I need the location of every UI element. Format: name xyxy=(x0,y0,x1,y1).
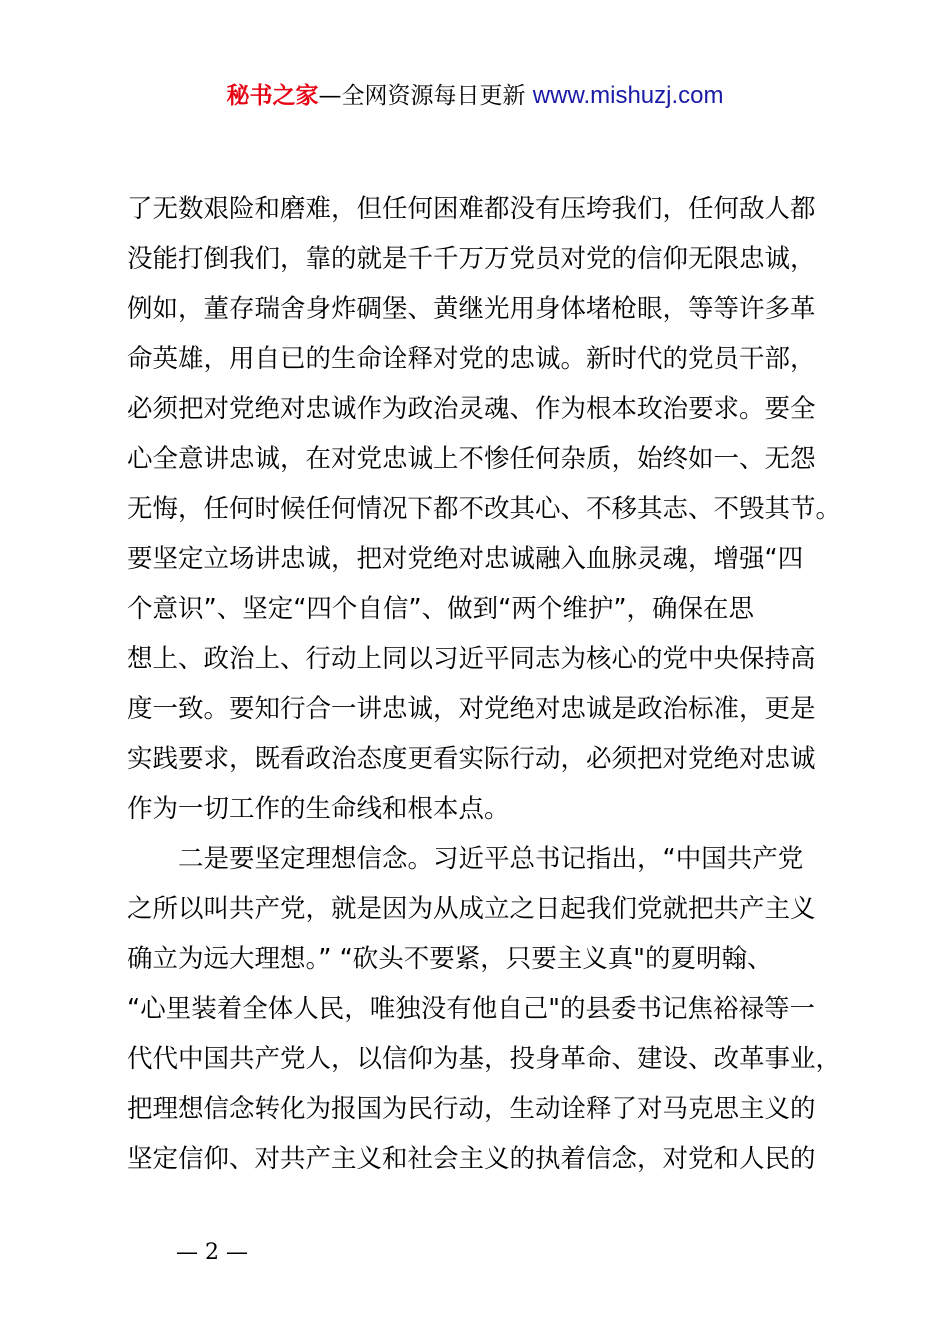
document-body xyxy=(127,184,842,1184)
site-header xyxy=(0,80,950,112)
text-line: 把理想信念转化为报国为民行动，生动诠释了对马克思主义的 xyxy=(127,1094,816,1124)
text-line: 之所以叫共产党，就是因为从成立之日起我们党就把共产主义 xyxy=(127,894,816,924)
text-line: 实践要求，既看政治态度更看实际行动，必须把对党绝对忠诚 xyxy=(127,744,816,774)
text-line: 了无数艰险和磨难，但任何困难都没有压垮我们，任何敌人都 xyxy=(127,194,816,224)
text-line: 命英雄，用自已的生命诠释对党的忠诚。新时代的党员干部， xyxy=(127,344,816,374)
text-line: 心全意讲忠诚，在对党忠诚上不惨任何杂质，始终如一、无怨 xyxy=(127,444,816,474)
text-line: 坚定信仰、对共产主义和社会主义的执着信念，对党和人民的 xyxy=(127,1144,816,1174)
text-line: 个意识”、坚定“四个自信”、做到“两个维护”，确保在思 xyxy=(127,594,755,624)
page-number: — 2 — xyxy=(176,1240,248,1265)
site-url[interactable]: www.mishuzj.com xyxy=(532,82,724,109)
header-tagline: —全网资源每日更新 xyxy=(318,83,533,109)
text-line: 想上、政治上、行动上同以习近平同志为核心的党中央保持高 xyxy=(127,644,816,674)
text-line: 作为一切工作的生命线和根本点。 xyxy=(127,794,510,824)
text-line: 确立为远大理想。” “砍头不要紧，只要主义真"的夏明翰、 xyxy=(127,944,773,974)
text-line: 没能打倒我们，靠的就是千千万万党员对党的信仰无限忠诚， xyxy=(127,244,816,274)
brand-name: 秘书之家 xyxy=(226,83,319,109)
text-line: 要坚定立场讲忠诚，把对党绝对忠诚融入血脉灵魂，增强“四 xyxy=(127,544,804,574)
text-line: 代代中国共产党人，以信仰为基，投身革命、建设、改革事业， xyxy=(127,1044,842,1074)
text-line: 例如，董存瑞舍身炸碉堡、黄继光用身体堵枪眼，等等许多革 xyxy=(127,294,816,324)
text-line: 无悔，任何时候任何情况下都不改其心、不移其志、不毁其节。 xyxy=(127,494,842,524)
text-line: 度一致。要知行合一讲忠诚，对党绝对忠诚是政治标准，更是 xyxy=(127,694,816,724)
text-line: 必须把对党绝对忠诚作为政治灵魂、作为根本玫治要求。要全 xyxy=(127,394,816,424)
paragraph-start-line: 二是要坚定理想信念。习近平总书记指出，“中国共产党 xyxy=(178,844,804,874)
text-line: “心里装着全体人民，唯独没有他自己"的县委书记焦裕禄等一 xyxy=(127,994,815,1024)
